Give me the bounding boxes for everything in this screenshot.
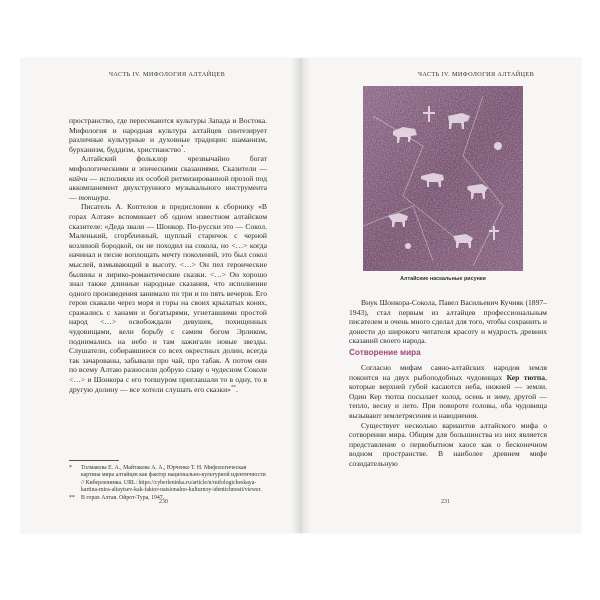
paragraph: [69, 154, 267, 202]
footnote-rule: [69, 460, 119, 461]
footnote-mark: **: [69, 494, 75, 501]
book-spread: [21, 58, 581, 533]
text-run: .: [108, 192, 111, 202]
footnotes: [69, 460, 267, 503]
text-run: кайчи: [69, 173, 88, 183]
text-run: Существует несколько вариантов алтайского мифа о сотворении мира. Общим для большинства из них является представление о первобытном хаосе как о бесконечном водном пространстве. В наиболее древнем мифе созидательную: [349, 420, 547, 468]
text-run: пространство, где пересекаются культуры Запада и Востока. Мифология и народная культура алтайцев синтезирует различные культурные и духовные традиции: шаманизм, бурханизм, буддизм, христианство: [69, 116, 267, 154]
footnote-mark: *: [69, 464, 72, 471]
paragraph: [349, 421, 547, 469]
text-run: .: [235, 384, 238, 394]
footnote-ref: *: [180, 145, 184, 151]
footnote-2: [69, 495, 267, 503]
paragraph: [349, 363, 547, 421]
footnote-1: [69, 465, 267, 495]
paragraph: [69, 202, 267, 394]
text-run: — исполняли их особой ритмизированной прозой под аккомпанемент двухструнного музыкального инструмента —: [69, 173, 267, 202]
footnote-ref: **: [230, 385, 236, 391]
left-body-text: [69, 116, 267, 394]
book-gutter: [291, 58, 311, 533]
text-run: Писатель А. Коптелов в предисловии к сборнику «В горах Алтая» вспоминает об одном известном алтайском сказителе: «Деда звали — Шонкор. По-русски это — Сокол. Маленький, сгорбленный, щуплый старичок с черной козлиной бородкой, он не походил на сокола, но <…> когда начинал и песне воплощать мечту поколений, это был сокол мыслей, взмывающий в высоту. <…> Он пел героические былины и лирико-романтические сказки. <…> Он хорошо знал также длинные народные сказания, что исполнение одного произведения занимало по три и по пять вечеров. Его герои скакали через моря и горы на своих крылатых конях, сражались с ханами и богатырями, угнетавшими простой народ <…> освобождали девушек, похищенных чудовищами, вели борьбу с самим богом Эрликом, поднимались на небо и там зажигали новые звезды. Слушатели, собиравшиеся со всех окрестных долин, всегда так зачарованы, забывали про чай, про табак. А потом они по всему Алтаю разносили добрую славу о чудесном Соколе <…> и Шонкора с его топшуром приглашали то в одну, то в другую долину — все хотели слушать его сказки»: [69, 202, 267, 394]
page-number-left: 230: [159, 499, 168, 505]
running-head-left: ЧАСТЬ IV. МИФОЛОГИЯ АЛТАЙЦЕВ: [109, 71, 226, 78]
running-head-right: ЧАСТЬ IV. МИФОЛОГИЯ АЛТАЙЦЕВ: [418, 71, 535, 78]
rock-art-image: [363, 86, 523, 271]
photo-caption: Алтайские наскальные рисунки: [400, 276, 486, 282]
text-run: Согласно мифам саяно-алтайских народов земля покоится на двух рыбоподобных чудовищах: [349, 363, 547, 382]
intro-paragraph: [349, 298, 547, 346]
text-run: , которые верхней губой касаются неба, нижней — земли. Один Кер тютпа посылает холод, осень и зиму, другой — тепло, весну и лето. При повороте головы, оба чудовища вызывают землетрясения и наводнения.: [349, 372, 547, 420]
text-run: .: [183, 144, 186, 154]
intro-text: Внук Шонкора-Сокола, Павел Васильевич Кучияк (1897–1943), стал первым из алтайцев профессиональным писателем и очень много сделал для того, чтобы сохранить и донести до широкого читателя красоту и мудрость древних сказаний своего народа.: [349, 298, 547, 346]
page-number-right: 231: [441, 499, 450, 505]
text-run: Алтайский фольклор чрезвычайно богат мифологическими и эпическими сказаниями. Сказители —: [69, 154, 267, 173]
rock-art-photo: [363, 86, 523, 271]
left-page: [21, 58, 301, 533]
text-run: топшура: [78, 192, 109, 202]
right-body-text: [349, 363, 547, 469]
footnote-text: Толмакова Е. А., Майтакова А. А., Юрченко Т. Н. Мифологическая картина мира алтайцев как фактор национально-культурной идентичности // Киберленинка. URL: https://cyberleninka.ru/article/n/mifologicheskaya-kartina-mira-altaytsev-kak-faktor-natsionalno-kulturnoy-identichnosti/viewer.: [81, 464, 266, 494]
right-page: [301, 58, 581, 533]
section-title: Сотворение мира: [349, 348, 421, 357]
paragraph: [69, 116, 267, 154]
footnote-text: В горах Алтая. Ойрот-Тура, 1947.: [81, 494, 165, 501]
text-run: Кер тютпа: [506, 372, 546, 382]
